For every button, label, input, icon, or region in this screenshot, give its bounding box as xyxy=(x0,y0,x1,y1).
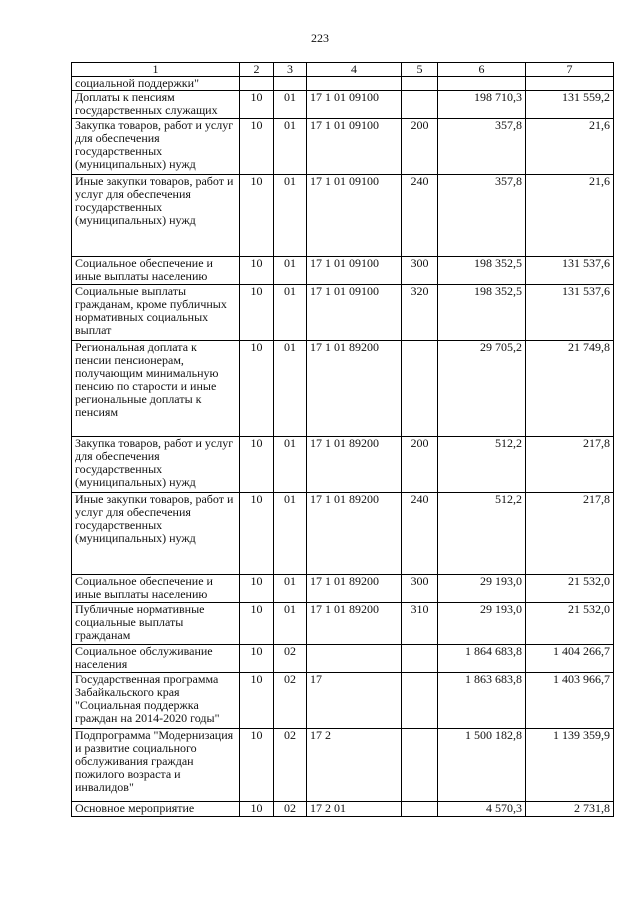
subsection-cell: 01 xyxy=(274,257,307,285)
section-cell: 10 xyxy=(240,437,274,493)
subsection-cell: 02 xyxy=(274,673,307,729)
column-header: 5 xyxy=(402,63,438,77)
column-header: 6 xyxy=(438,63,526,77)
target-article-cell: 17 1 01 89200 xyxy=(307,493,402,575)
amount-col6-cell: 512,2 xyxy=(438,493,526,575)
section-cell: 10 xyxy=(240,802,274,817)
amount-col7-cell: 131 537,6 xyxy=(526,285,614,341)
expense-type-cell: 320 xyxy=(402,285,438,341)
subsection-cell: 01 xyxy=(274,493,307,575)
amount-col6-cell: 29 193,0 xyxy=(438,603,526,645)
expense-type-cell: 240 xyxy=(402,493,438,575)
amount-col7-cell xyxy=(526,77,614,91)
amount-col6-cell: 1 863 683,8 xyxy=(438,673,526,729)
expense-type-cell xyxy=(402,673,438,729)
column-header: 2 xyxy=(240,63,274,77)
table-row xyxy=(72,285,614,341)
subsection-cell: 01 xyxy=(274,603,307,645)
amount-col7-cell: 131 537,6 xyxy=(526,257,614,285)
amount-col6-cell: 1 864 683,8 xyxy=(438,645,526,673)
amount-col7-cell: 21 749,8 xyxy=(526,341,614,437)
target-article-cell: 17 1 01 09100 xyxy=(307,91,402,119)
target-article-cell: 17 xyxy=(307,673,402,729)
amount-col6-cell: 512,2 xyxy=(438,437,526,493)
expense-type-cell: 300 xyxy=(402,257,438,285)
subsection-cell: 01 xyxy=(274,91,307,119)
column-header: 1 xyxy=(72,63,240,77)
section-cell: 10 xyxy=(240,729,274,802)
target-article-cell: 17 1 01 89200 xyxy=(307,341,402,437)
subsection-cell: 02 xyxy=(274,729,307,802)
table-row xyxy=(72,729,614,802)
amount-col7-cell: 1 404 266,7 xyxy=(526,645,614,673)
expense-type-cell xyxy=(402,341,438,437)
item-name-cell: Государственная программа Забайкальского края "Социальная поддержка граждан на 2014-2020 годы" xyxy=(72,673,240,729)
section-cell: 10 xyxy=(240,175,274,257)
item-name-cell: Социальное обслуживание населения xyxy=(72,645,240,673)
item-name-cell: Региональная доплата к пенсии пенсионерам, получающим минимальную пенсию по старости и иные региональные доплаты к пенсиям xyxy=(72,341,240,437)
section-cell xyxy=(240,77,274,91)
amount-col7-cell: 131 559,2 xyxy=(526,91,614,119)
item-name-cell: Публичные нормативные социальные выплаты гражданам xyxy=(72,603,240,645)
section-cell: 10 xyxy=(240,673,274,729)
item-name-cell: Социальные выплаты гражданам, кроме публичных нормативных социальных выплат xyxy=(72,285,240,341)
table-row xyxy=(72,673,614,729)
target-article-cell: 17 1 01 09100 xyxy=(307,175,402,257)
item-name-cell: социальной поддержки" xyxy=(72,77,240,91)
amount-col6-cell: 29 193,0 xyxy=(438,575,526,603)
section-cell: 10 xyxy=(240,645,274,673)
target-article-cell: 17 1 01 09100 xyxy=(307,285,402,341)
section-cell: 10 xyxy=(240,285,274,341)
table-row xyxy=(72,802,614,817)
expense-type-cell xyxy=(402,729,438,802)
amount-col7-cell: 21 532,0 xyxy=(526,575,614,603)
table-row xyxy=(72,119,614,175)
table-row xyxy=(72,603,614,645)
subsection-cell: 01 xyxy=(274,119,307,175)
amount-col6-cell: 198 352,5 xyxy=(438,285,526,341)
amount-col6-cell: 357,8 xyxy=(438,119,526,175)
amount-col6-cell: 357,8 xyxy=(438,175,526,257)
expense-type-cell xyxy=(402,645,438,673)
subsection-cell: 01 xyxy=(274,341,307,437)
page-number: 223 xyxy=(311,31,329,45)
expense-type-cell: 310 xyxy=(402,603,438,645)
target-article-cell: 17 1 01 09100 xyxy=(307,119,402,175)
item-name-cell: Социальное обеспечение и иные выплаты населению xyxy=(72,575,240,603)
expense-type-cell: 200 xyxy=(402,119,438,175)
amount-col6-cell: 4 570,3 xyxy=(438,802,526,817)
target-article-cell: 17 1 01 89200 xyxy=(307,603,402,645)
expense-type-cell: 240 xyxy=(402,175,438,257)
table-row xyxy=(72,257,614,285)
amount-col6-cell xyxy=(438,77,526,91)
amount-col7-cell: 21 532,0 xyxy=(526,603,614,645)
table-row xyxy=(72,575,614,603)
amount-col7-cell: 21,6 xyxy=(526,175,614,257)
subsection-cell: 02 xyxy=(274,802,307,817)
section-cell: 10 xyxy=(240,341,274,437)
expense-type-cell: 200 xyxy=(402,437,438,493)
item-name-cell: Доплаты к пенсиям государственных служащих xyxy=(72,91,240,119)
item-name-cell: Подпрограмма "Модернизация и развитие социального обслуживания граждан пожилого возраста и инвалидов" xyxy=(72,729,240,802)
target-article-cell xyxy=(307,645,402,673)
table-row xyxy=(72,645,614,673)
section-cell: 10 xyxy=(240,91,274,119)
item-name-cell: Социальное обеспечение и иные выплаты населению xyxy=(72,257,240,285)
amount-col7-cell: 21,6 xyxy=(526,119,614,175)
item-name-cell: Закупка товаров, работ и услуг для обеспечения государственных (муниципальных) нужд xyxy=(72,119,240,175)
subsection-cell: 01 xyxy=(274,175,307,257)
table-row xyxy=(72,493,614,575)
expense-type-cell xyxy=(402,91,438,119)
item-name-cell: Основное мероприятие xyxy=(72,802,240,817)
amount-col6-cell: 29 705,2 xyxy=(438,341,526,437)
table-row xyxy=(72,341,614,437)
table-row xyxy=(72,175,614,257)
expense-type-cell: 300 xyxy=(402,575,438,603)
subsection-cell: 01 xyxy=(274,575,307,603)
section-cell: 10 xyxy=(240,493,274,575)
section-cell: 10 xyxy=(240,575,274,603)
section-cell: 10 xyxy=(240,119,274,175)
target-article-cell: 17 2 xyxy=(307,729,402,802)
expense-type-cell xyxy=(402,77,438,91)
amount-col7-cell: 217,8 xyxy=(526,437,614,493)
table-header-row xyxy=(72,63,614,77)
amount-col6-cell: 198 352,5 xyxy=(438,257,526,285)
subsection-cell: 02 xyxy=(274,645,307,673)
amount-col7-cell: 2 731,8 xyxy=(526,802,614,817)
expense-type-cell xyxy=(402,802,438,817)
target-article-cell: 17 1 01 89200 xyxy=(307,437,402,493)
item-name-cell: Иные закупки товаров, работ и услуг для обеспечения государственных (муниципальных) нужд xyxy=(72,175,240,257)
target-article-cell: 17 1 01 89200 xyxy=(307,575,402,603)
section-cell: 10 xyxy=(240,257,274,285)
amount-col7-cell: 217,8 xyxy=(526,493,614,575)
subsection-cell xyxy=(274,77,307,91)
subsection-cell: 01 xyxy=(274,437,307,493)
column-header: 4 xyxy=(307,63,402,77)
table-row xyxy=(72,437,614,493)
target-article-cell xyxy=(307,77,402,91)
column-header: 3 xyxy=(274,63,307,77)
subsection-cell: 01 xyxy=(274,285,307,341)
item-name-cell: Иные закупки товаров, работ и услуг для обеспечения государственных (муниципальных) нужд xyxy=(72,493,240,575)
amount-col6-cell: 198 710,3 xyxy=(438,91,526,119)
amount-col7-cell: 1 403 966,7 xyxy=(526,673,614,729)
amount-col6-cell: 1 500 182,8 xyxy=(438,729,526,802)
item-name-cell: Закупка товаров, работ и услуг для обеспечения государственных (муниципальных) нужд xyxy=(72,437,240,493)
column-header: 7 xyxy=(526,63,614,77)
table-row xyxy=(72,77,614,91)
target-article-cell: 17 2 01 xyxy=(307,802,402,817)
table-row xyxy=(72,91,614,119)
section-cell: 10 xyxy=(240,603,274,645)
target-article-cell: 17 1 01 09100 xyxy=(307,257,402,285)
budget-table xyxy=(71,62,614,817)
amount-col7-cell: 1 139 359,9 xyxy=(526,729,614,802)
